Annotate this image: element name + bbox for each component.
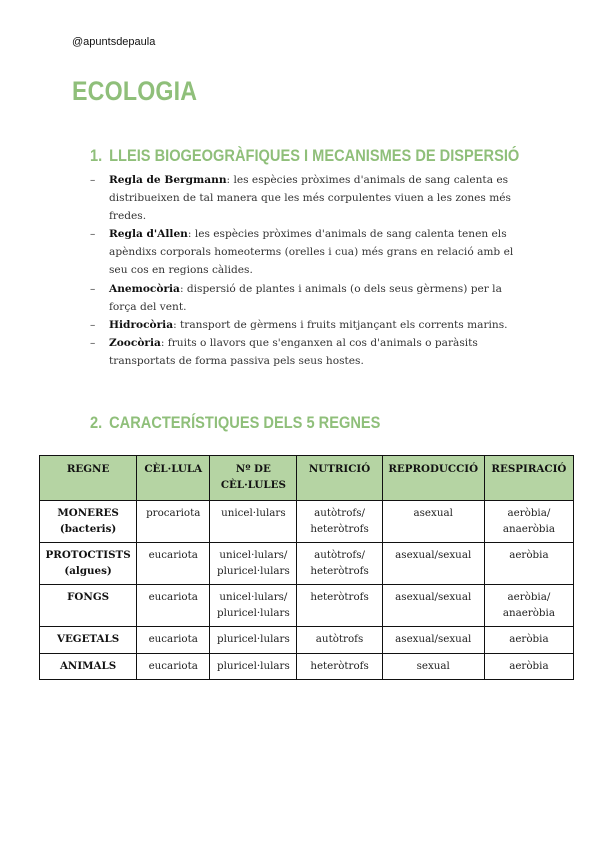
definition-text: : fruits o llavors que s'enganxen al cos d'animals o paràsits transportats de forma passiva pels seus hostes. <box>109 336 478 367</box>
section-number: 1. <box>90 146 103 165</box>
table-cell: heteròtrofs <box>297 653 382 680</box>
table-cell: aeròbia <box>484 653 573 680</box>
definition-term: Regla d'Allen <box>109 228 188 241</box>
section-heading-2 <box>90 413 380 433</box>
table-cell: autòtrofs/ heteròtrofs <box>297 501 382 543</box>
table-row <box>40 653 574 680</box>
table-cell: procariota <box>137 501 210 543</box>
definition-term: Zoocòria <box>109 336 161 349</box>
table-cell: autòtrofs <box>297 627 382 654</box>
table-cell: aeròbia/ anaeròbia <box>484 501 573 543</box>
table-row <box>40 501 574 543</box>
table-cell: asexual/sexual <box>382 543 484 585</box>
column-header: Nº DE CÈL·LULES <box>210 456 297 501</box>
column-header: CÈL·LULA <box>137 456 210 501</box>
row-header-cell: FONGS <box>40 585 137 627</box>
row-header-cell: MONERES (bacteris) <box>40 501 137 543</box>
definition-text: : les espècies pròximes d'animals de sang calenta tenen els apèndixs corporals homeoterms (orelles i cua) més grans en relació amb el seu cos en regions càlides. <box>109 228 514 277</box>
page-title: ECOLOGIA <box>72 76 198 106</box>
definition-term: Regla de Bergmann <box>109 174 227 186</box>
list-item: – Regla de Bergmann: les espècies pròximes d'animals de sang calenta es distribueixen de tal manera que les més corpulentes viuen a les zones més fredes. <box>90 174 511 223</box>
table-cell: eucariota <box>137 627 210 654</box>
row-header-cell: VEGETALS <box>40 627 137 654</box>
author-handle: @apuntsdepaula <box>72 36 156 48</box>
column-header: RESPIRACIÓ <box>484 456 573 501</box>
column-header: REPRODUCCIÓ <box>382 456 484 501</box>
definition-text: : les espècies pròximes d'animals de sang calenta es distribueixen de tal manera que les més corpulentes viuen a les zones més fredes. <box>109 174 511 223</box>
table-cell: pluricel·lulars <box>210 653 297 680</box>
column-header: NUTRICIÓ <box>297 456 382 501</box>
list-item: – Anemocòria: dispersió de plantes i animals (o dels seus gèrmens) per la força del vent. <box>90 282 502 313</box>
table-cell: sexual <box>382 653 484 680</box>
list-item: – Hidrocòria: transport de gèrmens i fruits mitjançant els corrents marins. <box>90 318 508 331</box>
table-cell: pluricel·lulars <box>210 627 297 654</box>
table-row <box>40 543 574 585</box>
table-row <box>40 627 574 654</box>
table-cell: unicel·lulars/ pluricel·lulars <box>210 543 297 585</box>
section-title: LLEIS BIOGEOGRÀFIQUES I MECANISMES DE DISPERSIÓ <box>109 146 520 165</box>
definition-term: Anemocòria <box>109 282 180 295</box>
table-cell: aeròbia <box>484 543 573 585</box>
table-cell: asexual <box>382 501 484 543</box>
section-heading-1 <box>90 146 519 166</box>
row-header-cell: ANIMALS <box>40 653 137 680</box>
list-item: – Zoocòria: fruits o llavors que s'enganxen al cos d'animals o paràsits transportats de forma passiva pels seus hostes. <box>90 336 478 367</box>
definitions-list <box>90 171 530 370</box>
definition-text: : transport de gèrmens i fruits mitjançant els corrents marins. <box>173 318 508 331</box>
table-cell: eucariota <box>137 585 210 627</box>
row-header-cell: PROTOCTISTS (algues) <box>40 543 137 585</box>
table-cell: asexual/sexual <box>382 627 484 654</box>
column-header: REGNE <box>40 456 137 501</box>
definition-term: Hidrocòria <box>109 318 174 331</box>
table-cell: asexual/sexual <box>382 585 484 627</box>
table-row <box>40 585 574 627</box>
table-cell: eucariota <box>137 543 210 585</box>
section-title: CARACTERÍSTIQUES DELS 5 REGNES <box>109 413 381 432</box>
table-header-row <box>40 456 574 501</box>
table-cell: aeròbia/ anaeròbia <box>484 585 573 627</box>
kingdoms-table <box>39 455 574 680</box>
table-cell: unicel·lulars/ pluricel·lulars <box>210 585 297 627</box>
table-cell: aeròbia <box>484 627 573 654</box>
definition-text: : dispersió de plantes i animals (o dels seus gèrmens) per la força del vent. <box>109 282 502 313</box>
section-number: 2. <box>90 413 103 432</box>
table-cell: eucariota <box>137 653 210 680</box>
table-cell: heteròtrofs <box>297 585 382 627</box>
list-item: – Regla d'Allen: les espècies pròximes d'animals de sang calenta tenen els apèndixs corporals homeoterms (orelles i cua) més grans en relació amb el seu cos en regions càlides. <box>90 228 514 277</box>
table-cell: autòtrofs/ heteròtrofs <box>297 543 382 585</box>
table-cell: unicel·lulars <box>210 501 297 543</box>
